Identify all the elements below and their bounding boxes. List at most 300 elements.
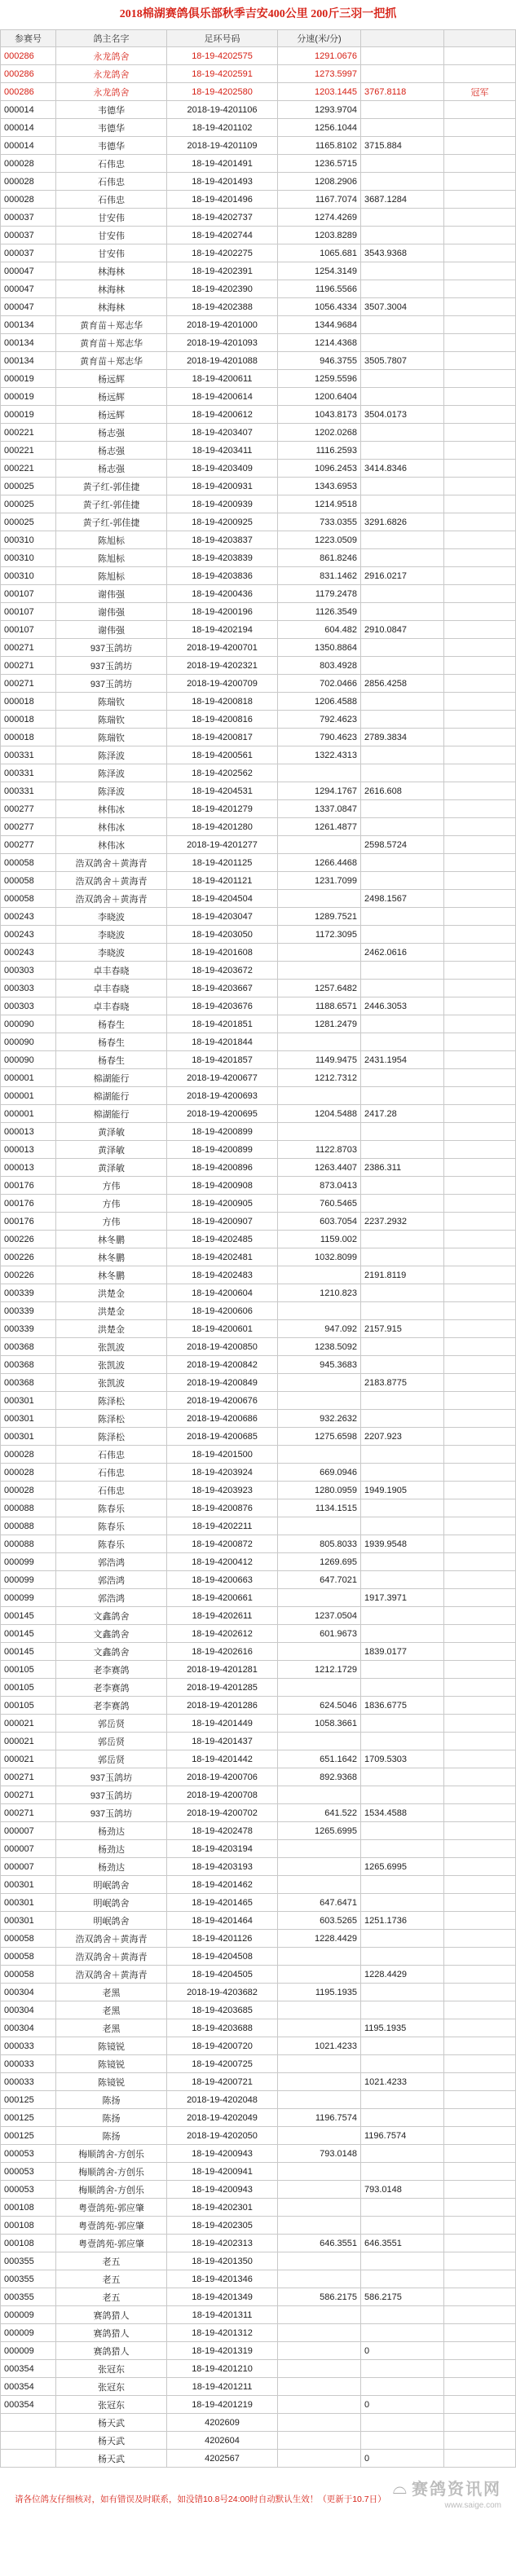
owner-cell: 李晓波 xyxy=(56,926,167,944)
owner-cell: 陈春乐 xyxy=(56,1535,167,1553)
owner-cell: 梅顺鸽舍-方创乐 xyxy=(56,2163,167,2181)
owner-cell: 谢伟强 xyxy=(56,585,167,603)
ring-no-cell: 2018-19-4200850 xyxy=(167,1338,278,1356)
speed-cell: 586.2175 xyxy=(278,2288,361,2306)
note-cell xyxy=(444,962,516,980)
total-cell xyxy=(361,2217,444,2235)
ring-no-cell: 18-19-4202483 xyxy=(167,1266,278,1284)
table-row xyxy=(1,1482,516,1499)
entry-no-cell: 000105 xyxy=(1,1679,56,1697)
entry-no-cell: 000277 xyxy=(1,800,56,818)
total-cell: 793.0148 xyxy=(361,2181,444,2199)
ring-no-cell: 18-19-4202194 xyxy=(167,621,278,639)
speed-cell xyxy=(278,2127,361,2145)
entry-no-cell: 000037 xyxy=(1,209,56,227)
note-cell xyxy=(444,1643,516,1661)
total-cell: 1949.1905 xyxy=(361,1482,444,1499)
entry-no-cell: 000301 xyxy=(1,1876,56,1894)
entry-no-cell: 000125 xyxy=(1,2127,56,2145)
table-row xyxy=(1,406,516,424)
ring-no-cell: 2018-19-4201285 xyxy=(167,1679,278,1697)
speed-cell xyxy=(278,890,361,908)
ring-no-cell: 18-19-4202616 xyxy=(167,1643,278,1661)
table-row xyxy=(1,2217,516,2235)
entry-no-cell: 000009 xyxy=(1,2306,56,2324)
entry-no-cell: 000037 xyxy=(1,227,56,244)
ring-no-cell: 18-19-4200907 xyxy=(167,1213,278,1231)
total-cell xyxy=(361,926,444,944)
table-row xyxy=(1,1589,516,1607)
owner-cell: 陈扬 xyxy=(56,2109,167,2127)
ring-no-cell: 18-19-4202580 xyxy=(167,83,278,101)
speed-cell xyxy=(278,2019,361,2037)
ring-no-cell: 18-19-4201346 xyxy=(167,2270,278,2288)
entry-no-cell: 000058 xyxy=(1,854,56,872)
entry-no-cell: 000105 xyxy=(1,1661,56,1679)
table-row xyxy=(1,478,516,495)
table-row xyxy=(1,1141,516,1159)
entry-no-cell: 000145 xyxy=(1,1643,56,1661)
speed-cell: 1196.7574 xyxy=(278,2109,361,2127)
speed-cell xyxy=(278,2055,361,2073)
table-row xyxy=(1,1374,516,1392)
owner-cell: 老五 xyxy=(56,2288,167,2306)
owner-cell: 黄泽敏 xyxy=(56,1159,167,1177)
speed-cell: 1149.9475 xyxy=(278,1051,361,1069)
owner-cell: 黄子红-郭佳捷 xyxy=(56,495,167,513)
entry-no-cell: 000243 xyxy=(1,908,56,926)
speed-cell: 932.2632 xyxy=(278,1410,361,1428)
ring-no-cell: 18-19-4201219 xyxy=(167,2396,278,2414)
speed-cell: 1204.5488 xyxy=(278,1105,361,1123)
owner-cell: 浩双鸽舍＋黄海青 xyxy=(56,1948,167,1966)
entry-no-cell: 000221 xyxy=(1,424,56,442)
speed-cell xyxy=(278,2342,361,2360)
note-cell xyxy=(444,119,516,137)
total-cell xyxy=(361,47,444,65)
entry-no-cell: 000013 xyxy=(1,1159,56,1177)
owner-cell: 杨志强 xyxy=(56,424,167,442)
entry-no-cell: 000021 xyxy=(1,1715,56,1733)
note-cell xyxy=(444,1284,516,1302)
speed-cell: 1179.2478 xyxy=(278,585,361,603)
note-cell xyxy=(444,2324,516,2342)
entry-no-cell: 000134 xyxy=(1,352,56,370)
entry-no-cell: 000107 xyxy=(1,585,56,603)
speed-cell: 624.5046 xyxy=(278,1697,361,1715)
table-row xyxy=(1,1571,516,1589)
ring-no-cell: 2018-19-4201088 xyxy=(167,352,278,370)
table-row xyxy=(1,1177,516,1195)
ring-no-cell: 18-19-4201493 xyxy=(167,173,278,191)
entry-no-cell: 000226 xyxy=(1,1231,56,1248)
ring-no-cell: 18-19-4203837 xyxy=(167,531,278,549)
page-title: 2018棉湖赛鸽俱乐部秋季吉安400公里 200斤三羽一把抓 xyxy=(119,8,397,20)
ring-no-cell: 18-19-4201491 xyxy=(167,155,278,173)
note-cell xyxy=(444,2396,516,2414)
table-row xyxy=(1,2019,516,2037)
note-cell xyxy=(444,1159,516,1177)
entry-no-cell xyxy=(1,2414,56,2432)
entry-no-cell: 000303 xyxy=(1,980,56,997)
speed-cell: 603.5265 xyxy=(278,1912,361,1930)
ring-no-cell: 18-19-4201319 xyxy=(167,2342,278,2360)
speed-cell: 604.482 xyxy=(278,621,361,639)
table-row xyxy=(1,262,516,280)
header-ring-no: 足环号码 xyxy=(167,30,278,47)
speed-cell: 1280.0959 xyxy=(278,1482,361,1499)
table-row xyxy=(1,2109,516,2127)
table-row xyxy=(1,2270,516,2288)
total-cell xyxy=(361,639,444,657)
ring-no-cell: 18-19-4200896 xyxy=(167,1159,278,1177)
entry-no-cell: 000090 xyxy=(1,1033,56,1051)
owner-cell: 永龙鸽舍 xyxy=(56,83,167,101)
speed-cell: 1343.6953 xyxy=(278,478,361,495)
owner-cell: 杨天武 xyxy=(56,2432,167,2450)
table-row xyxy=(1,227,516,244)
table-row xyxy=(1,1015,516,1033)
note-cell xyxy=(444,1966,516,1984)
table-row xyxy=(1,764,516,782)
note-cell xyxy=(444,2145,516,2163)
owner-cell: 杨天武 xyxy=(56,2450,167,2468)
note-cell xyxy=(444,1051,516,1069)
note-cell xyxy=(444,2109,516,2127)
speed-cell: 1281.2479 xyxy=(278,1015,361,1033)
total-cell xyxy=(361,1930,444,1948)
owner-cell: 张凯波 xyxy=(56,1374,167,1392)
total-cell xyxy=(361,65,444,83)
table-row xyxy=(1,1697,516,1715)
ring-no-cell: 18-19-4201102 xyxy=(167,119,278,137)
table-row xyxy=(1,1679,516,1697)
total-cell xyxy=(361,155,444,173)
note-cell xyxy=(444,2055,516,2073)
owner-cell: 石伟忠 xyxy=(56,173,167,191)
note-cell xyxy=(444,1105,516,1123)
speed-cell: 1223.0509 xyxy=(278,531,361,549)
ring-no-cell: 18-19-4200939 xyxy=(167,495,278,513)
speed-cell: 892.9368 xyxy=(278,1768,361,1786)
speed-cell: 601.9673 xyxy=(278,1625,361,1643)
entry-no-cell: 000176 xyxy=(1,1195,56,1213)
ring-no-cell: 18-19-4202611 xyxy=(167,1607,278,1625)
entry-no-cell: 000058 xyxy=(1,890,56,908)
owner-cell: 浩双鸽舍＋黄海青 xyxy=(56,854,167,872)
ring-no-cell: 2018-19-4200709 xyxy=(167,675,278,693)
entry-no-cell: 000355 xyxy=(1,2270,56,2288)
ring-no-cell: 18-19-4201211 xyxy=(167,2378,278,2396)
owner-cell: 郭浩鸿 xyxy=(56,1589,167,1607)
owner-cell: 张冠东 xyxy=(56,2360,167,2378)
note-cell xyxy=(444,370,516,388)
total-cell xyxy=(361,424,444,442)
ring-no-cell: 18-19-4201125 xyxy=(167,854,278,872)
note-cell xyxy=(444,1822,516,1840)
speed-cell: 1208.2906 xyxy=(278,173,361,191)
total-cell xyxy=(361,1876,444,1894)
ring-no-cell: 18-19-4200412 xyxy=(167,1553,278,1571)
table-row xyxy=(1,1912,516,1930)
entry-no-cell: 000058 xyxy=(1,872,56,890)
table-row xyxy=(1,854,516,872)
owner-cell: 老黑 xyxy=(56,1984,167,2001)
ring-no-cell: 18-19-4201500 xyxy=(167,1446,278,1464)
speed-cell xyxy=(278,2073,361,2091)
entry-no-cell: 000271 xyxy=(1,639,56,657)
owner-cell: 老李赛鸽 xyxy=(56,1661,167,1679)
note-cell xyxy=(444,1517,516,1535)
owner-cell: 937玉鸽坊 xyxy=(56,675,167,693)
speed-cell: 1254.3149 xyxy=(278,262,361,280)
entry-no-cell: 000007 xyxy=(1,1840,56,1858)
entry-no-cell: 000053 xyxy=(1,2181,56,2199)
total-cell xyxy=(361,1984,444,2001)
table-row xyxy=(1,1822,516,1840)
ring-no-cell: 18-19-4201608 xyxy=(167,944,278,962)
total-cell xyxy=(361,1822,444,1840)
table-row xyxy=(1,2306,516,2324)
owner-cell: 张凯波 xyxy=(56,1338,167,1356)
ring-no-cell: 18-19-4200614 xyxy=(167,388,278,406)
table-row xyxy=(1,962,516,980)
total-cell xyxy=(361,1571,444,1589)
table-row xyxy=(1,47,516,65)
total-cell xyxy=(361,334,444,352)
note-cell xyxy=(444,639,516,657)
owner-cell: 陈泽波 xyxy=(56,746,167,764)
table-row xyxy=(1,1553,516,1571)
speed-cell xyxy=(278,944,361,962)
ring-no-cell: 18-19-4200604 xyxy=(167,1284,278,1302)
owner-cell: 文鑫鸽舍 xyxy=(56,1625,167,1643)
entry-no-cell: 000339 xyxy=(1,1284,56,1302)
table-row xyxy=(1,2001,516,2019)
owner-cell: 陈旭标 xyxy=(56,531,167,549)
note-cell: 冠军 xyxy=(444,83,516,101)
owner-cell: 陈瑞钦 xyxy=(56,729,167,746)
note-cell xyxy=(444,2342,516,2360)
owner-cell: 陈瑞钦 xyxy=(56,711,167,729)
entry-no-cell: 000025 xyxy=(1,478,56,495)
note-cell xyxy=(444,2181,516,2199)
speed-cell xyxy=(278,1858,361,1876)
note-cell xyxy=(444,460,516,478)
speed-cell: 760.5465 xyxy=(278,1195,361,1213)
owner-cell: 陈扬 xyxy=(56,2091,167,2109)
owner-cell: 张冠东 xyxy=(56,2378,167,2396)
speed-cell: 790.4623 xyxy=(278,729,361,746)
ring-no-cell: 18-19-4202481 xyxy=(167,1248,278,1266)
owner-cell: 方伟 xyxy=(56,1213,167,1231)
note-cell xyxy=(444,244,516,262)
ring-no-cell: 18-19-4204504 xyxy=(167,890,278,908)
note-cell xyxy=(444,316,516,334)
owner-cell: 林冬鹏 xyxy=(56,1248,167,1266)
note-cell xyxy=(444,1948,516,1966)
speed-cell xyxy=(278,2270,361,2288)
total-cell xyxy=(361,800,444,818)
speed-cell xyxy=(278,836,361,854)
owner-cell: 粤壹鸽苑-郭应肇 xyxy=(56,2235,167,2252)
entry-no-cell: 000310 xyxy=(1,549,56,567)
table-row xyxy=(1,1338,516,1356)
note-cell xyxy=(444,1912,516,1930)
total-cell xyxy=(361,1141,444,1159)
table-row xyxy=(1,1284,516,1302)
speed-cell xyxy=(278,2432,361,2450)
speed-cell xyxy=(278,2414,361,2432)
total-cell: 586.2175 xyxy=(361,2288,444,2306)
owner-cell: 杨志强 xyxy=(56,442,167,460)
table-row xyxy=(1,1213,516,1231)
speed-cell: 1236.5715 xyxy=(278,155,361,173)
total-cell: 1228.4429 xyxy=(361,1966,444,1984)
note-cell xyxy=(444,585,516,603)
total-cell: 3715.884 xyxy=(361,137,444,155)
total-cell xyxy=(361,1033,444,1051)
owner-cell: 石伟忠 xyxy=(56,1464,167,1482)
table-row xyxy=(1,1087,516,1105)
total-cell xyxy=(361,262,444,280)
ring-no-cell: 18-19-4201442 xyxy=(167,1750,278,1768)
entry-no-cell: 000145 xyxy=(1,1607,56,1625)
speed-cell: 1188.6571 xyxy=(278,997,361,1015)
ring-no-cell: 18-19-4200876 xyxy=(167,1499,278,1517)
owner-cell: 卓丰春晓 xyxy=(56,980,167,997)
owner-cell: 石伟忠 xyxy=(56,155,167,173)
note-cell xyxy=(444,657,516,675)
note-cell xyxy=(444,1248,516,1266)
speed-cell: 1265.6995 xyxy=(278,1822,361,1840)
ring-no-cell: 18-19-4202313 xyxy=(167,2235,278,2252)
table-row xyxy=(1,2450,516,2468)
entry-no-cell: 000047 xyxy=(1,298,56,316)
speed-cell: 641.522 xyxy=(278,1804,361,1822)
entry-no-cell: 000368 xyxy=(1,1338,56,1356)
note-cell xyxy=(444,1876,516,1894)
table-row xyxy=(1,2342,516,2360)
speed-cell xyxy=(278,1374,361,1392)
entry-no-cell: 000107 xyxy=(1,603,56,621)
total-cell xyxy=(361,2001,444,2019)
table-row xyxy=(1,1392,516,1410)
table-row xyxy=(1,1302,516,1320)
owner-cell: 方伟 xyxy=(56,1195,167,1213)
ring-no-cell: 18-19-4201121 xyxy=(167,872,278,890)
owner-cell: 黄育苗＋郑志华 xyxy=(56,316,167,334)
entry-no-cell: 000047 xyxy=(1,262,56,280)
speed-cell: 1122.8703 xyxy=(278,1141,361,1159)
table-row xyxy=(1,872,516,890)
ring-no-cell: 18-19-4202744 xyxy=(167,227,278,244)
owner-cell: 粤壹鸽苑-郭应肇 xyxy=(56,2217,167,2235)
owner-cell: 梅顺鸽舍-方创乐 xyxy=(56,2145,167,2163)
entry-no-cell: 000331 xyxy=(1,746,56,764)
total-cell: 2157.915 xyxy=(361,1320,444,1338)
table-row xyxy=(1,1786,516,1804)
table-row xyxy=(1,675,516,693)
entry-no-cell: 000286 xyxy=(1,47,56,65)
speed-cell: 1032.8099 xyxy=(278,1248,361,1266)
table-row xyxy=(1,2414,516,2432)
entry-no-cell: 000355 xyxy=(1,2252,56,2270)
total-cell xyxy=(361,2199,444,2217)
total-cell xyxy=(361,2091,444,2109)
owner-cell: 937玉鸽坊 xyxy=(56,1786,167,1804)
table-row xyxy=(1,155,516,173)
speed-cell xyxy=(278,2324,361,2342)
total-cell: 0 xyxy=(361,2342,444,2360)
speed-cell: 1214.9518 xyxy=(278,495,361,513)
note-cell xyxy=(444,262,516,280)
ring-no-cell: 18-19-4202737 xyxy=(167,209,278,227)
table-row xyxy=(1,495,516,513)
table-row xyxy=(1,729,516,746)
speed-cell: 1167.7074 xyxy=(278,191,361,209)
ring-no-cell: 2018-19-4200693 xyxy=(167,1087,278,1105)
ring-no-cell: 18-19-4203050 xyxy=(167,926,278,944)
total-cell: 2191.8119 xyxy=(361,1266,444,1284)
entry-no-cell: 000021 xyxy=(1,1750,56,1768)
total-cell xyxy=(361,1499,444,1517)
entry-no-cell: 000105 xyxy=(1,1697,56,1715)
owner-cell: 文鑫鸽舍 xyxy=(56,1643,167,1661)
note-cell xyxy=(444,764,516,782)
note-cell xyxy=(444,1894,516,1912)
total-cell: 2916.0217 xyxy=(361,567,444,585)
total-cell: 2598.5724 xyxy=(361,836,444,854)
entry-no-cell: 000090 xyxy=(1,1051,56,1069)
total-cell xyxy=(361,657,444,675)
owner-cell: 黄子红-郭佳捷 xyxy=(56,478,167,495)
entry-no-cell: 000013 xyxy=(1,1123,56,1141)
total-cell: 2431.1954 xyxy=(361,1051,444,1069)
total-cell: 3414.8346 xyxy=(361,460,444,478)
total-cell: 2856.4258 xyxy=(361,675,444,693)
table-row xyxy=(1,2432,516,2450)
speed-cell: 1231.7099 xyxy=(278,872,361,890)
ring-no-cell: 18-19-4202591 xyxy=(167,65,278,83)
speed-cell xyxy=(278,1517,361,1535)
note-cell xyxy=(444,567,516,585)
entry-no-cell: 000107 xyxy=(1,621,56,639)
ring-no-cell: 18-19-4203839 xyxy=(167,549,278,567)
owner-cell: 谢伟强 xyxy=(56,621,167,639)
note-cell xyxy=(444,1768,516,1786)
entry-no-cell: 000310 xyxy=(1,531,56,549)
entry-no-cell: 000271 xyxy=(1,1768,56,1786)
note-cell xyxy=(444,908,516,926)
owner-cell: 甘安伟 xyxy=(56,244,167,262)
speed-cell: 1203.1445 xyxy=(278,83,361,101)
entry-no-cell: 000033 xyxy=(1,2055,56,2073)
table-row xyxy=(1,1840,516,1858)
ring-no-cell: 18-19-4200817 xyxy=(167,729,278,746)
speed-cell: 646.3551 xyxy=(278,2235,361,2252)
speed-cell: 1021.4233 xyxy=(278,2037,361,2055)
ring-no-cell: 18-19-4202211 xyxy=(167,1517,278,1535)
speed-cell: 1261.4877 xyxy=(278,818,361,836)
owner-cell: 郭浩鸿 xyxy=(56,1553,167,1571)
total-cell: 1939.9548 xyxy=(361,1535,444,1553)
total-cell: 2616.608 xyxy=(361,782,444,800)
entry-no-cell: 000271 xyxy=(1,1804,56,1822)
owner-cell: 黄育苗＋郑志华 xyxy=(56,352,167,370)
entry-no-cell: 000028 xyxy=(1,191,56,209)
entry-no-cell: 000007 xyxy=(1,1822,56,1840)
